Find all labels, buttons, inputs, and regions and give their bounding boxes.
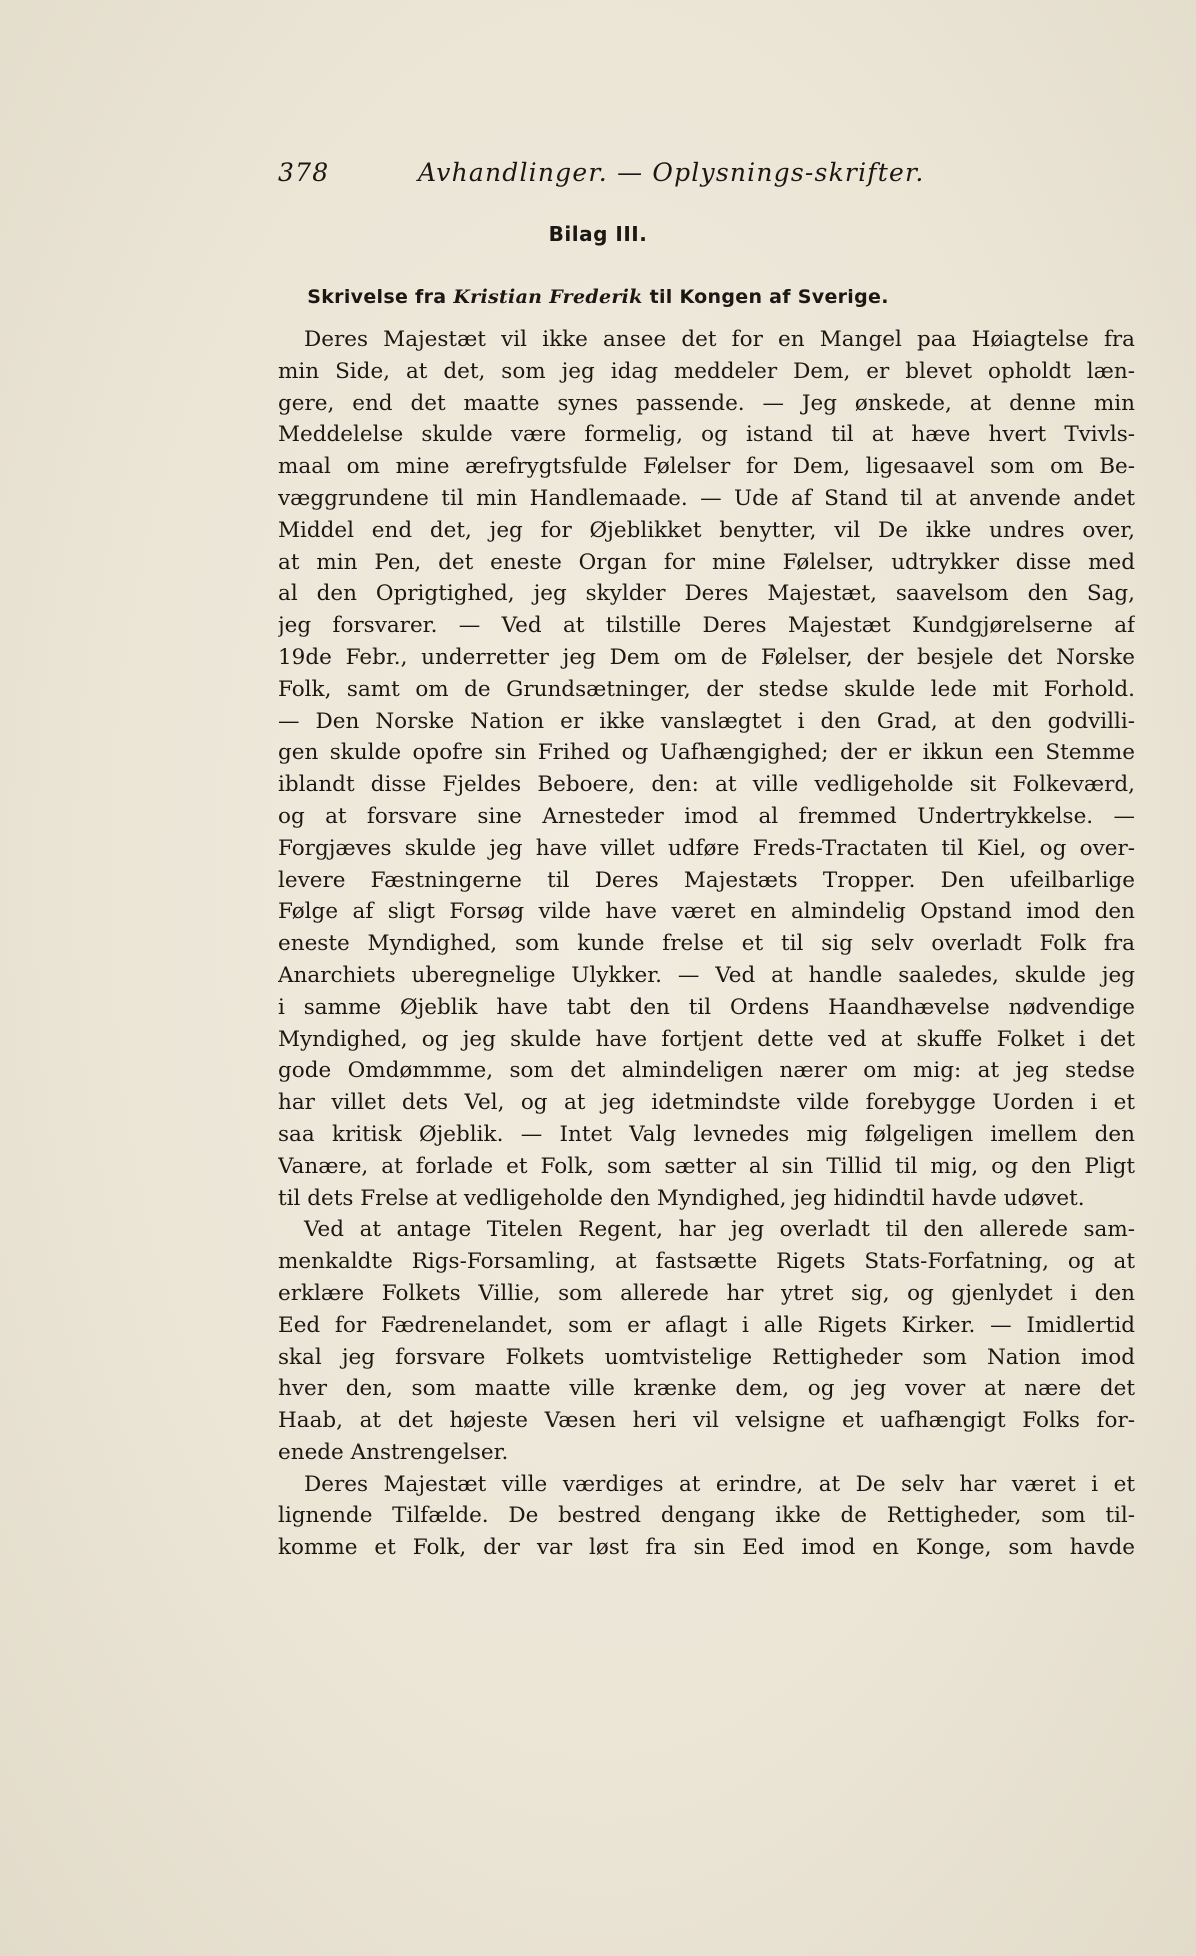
text-line: maal om mine ærefrygtsfulde Følelser for Dem, ligesaavel som om Be- [278,454,1135,480]
text-line: saa kritisk Øjeblik. — Intet Valg levnedes mig følgeligen imellem den [278,1121,1135,1147]
text-line: al den Oprigtighed, jeg skylder Deres Majestæt, saavelsom den Sag, [278,581,1135,607]
text-line: menkaldte Rigs-Forsamling, at fastsætte Rigets Stats-Forfatning, og at [278,1249,1135,1275]
running-head [278,158,998,187]
text-line: erklære Folkets Villie, som allerede har ytret sig, og gjenlydet i den [278,1280,1135,1306]
text-line: Middel end det, jeg for Øjeblikket benytter, vil De ikke undres over, [278,517,1135,543]
section-subtitle [0,286,1196,308]
text-line: væggrundene til min Handlemaade. — Ude af Stand til at anvende andet [278,485,1135,511]
text-line: Følge af sligt Forsøg vilde have været en almindelig Opstand imod den [278,899,1135,925]
text-line: lignende Tilfælde. De bestred dengang ikke de Rettigheder, som til- [278,1503,1135,1529]
text-line: skal jeg forsvare Folkets uomtvistelige Rettigheder som Nation imod [278,1344,1135,1370]
text-line: Deres Majestæt ville værdiges at erindre, at De selv har været i et [304,1471,1135,1497]
text-line: enede Anstrengelser. [278,1439,509,1465]
page-number: 378 [278,158,330,187]
text-line: — Den Norske Nation er ikke vanslægtet i den Grad, at den godvilli- [278,708,1135,734]
text-line: har villet dets Vel, og at jeg idetmindste vilde forebygge Uorden i et [278,1090,1135,1116]
text-line: gode Omdømmme, som det almindeligen nærer om mig: at jeg stedse [278,1058,1135,1084]
text-line: min Side, at det, som jeg idag meddeler Dem, er blevet opholdt læn- [278,358,1135,384]
text-line: levere Fæstningerne til Deres Majestæts Tropper. Den ufeilbarlige [278,867,1135,893]
text-line: jeg forsvarer. — Ved at tilstille Deres Majestæt Kundgjørelserne af [278,613,1135,639]
text-line: at min Pen, det eneste Organ for mine Følelser, udtrykker disse med [278,549,1135,575]
text-line: Vanære, at forlade et Folk, som sætter al sin Tillid til mig, og den Pligt [278,1153,1135,1179]
text-line: Folk, samt om de Grundsætninger, der stedse skulde lede mit Forhold. [278,676,1135,702]
text-line: komme et Folk, der var løst fra sin Eed imod en Konge, som havde [278,1535,1135,1561]
subtitle-prefix: Skrivelse fra [307,286,447,308]
letter-body [278,324,1135,1564]
text-line: Anarchiets uberegnelige Ulykker. — Ved at handle saaledes, skulde jeg [278,962,1135,988]
text-line: iblandt disse Fjeldes Beboere, den: at ville vedligeholde sit Folkeværd, [278,772,1135,798]
text-line: til dets Frelse at vedligeholde den Myndighed, jeg hidindtil havde udøvet. [278,1185,1085,1211]
text-line: eneste Myndighed, som kunde frelse et til sig selv overladt Folk fra [278,931,1135,957]
text-line: 19de Febr., underretter jeg Dem om de Følelser, der besjele det Norske [278,644,1135,670]
subtitle-name: Kristian Frederik [453,286,643,308]
text-line: gere, end det maatte synes passende. — Jeg ønskede, at denne min [278,390,1135,416]
section-title: Bilag III. [548,222,648,246]
text-line: Deres Majestæt vil ikke ansee det for en Mangel paa Høiagtelse fra [304,327,1135,352]
text-line: gen skulde opofre sin Frihed og Uafhængighed; der er ikkun een Stemme [278,740,1135,766]
text-line: Meddelelse skulde være formelig, og istand til at hæve hvert Tvivls- [278,422,1135,448]
text-line: Myndighed, og jeg skulde have fortjent dette ved at skuffe Folket i det [278,1026,1135,1052]
text-line: i samme Øjeblik have tabt den til Ordens Haandhævelse nødvendige [278,994,1135,1020]
text-line: Forgjæves skulde jeg have villet udføre Freds-Tractaten til Kiel, og over- [278,835,1135,861]
text-line: Eed for Fædrenelandet, som er aflagt i alle Rigets Kirker. — Imidlertid [278,1312,1135,1338]
running-title: Avhandlinger. — Oplysnings-skrifter. [418,158,925,187]
text-line: hver den, som maatte ville krænke dem, og jeg vover at nære det [278,1376,1135,1402]
text-line: og at forsvare sine Arnesteder imod al fremmed Undertrykkelse. — [278,803,1135,829]
text-line: Ved at antage Titelen Regent, har jeg overladt til den allerede sam- [304,1217,1135,1243]
text-line: Haab, at det højeste Væsen heri vil velsigne et uafhængigt Folks for- [278,1408,1135,1434]
subtitle-suffix: til Kongen af Sverige. [649,286,889,308]
